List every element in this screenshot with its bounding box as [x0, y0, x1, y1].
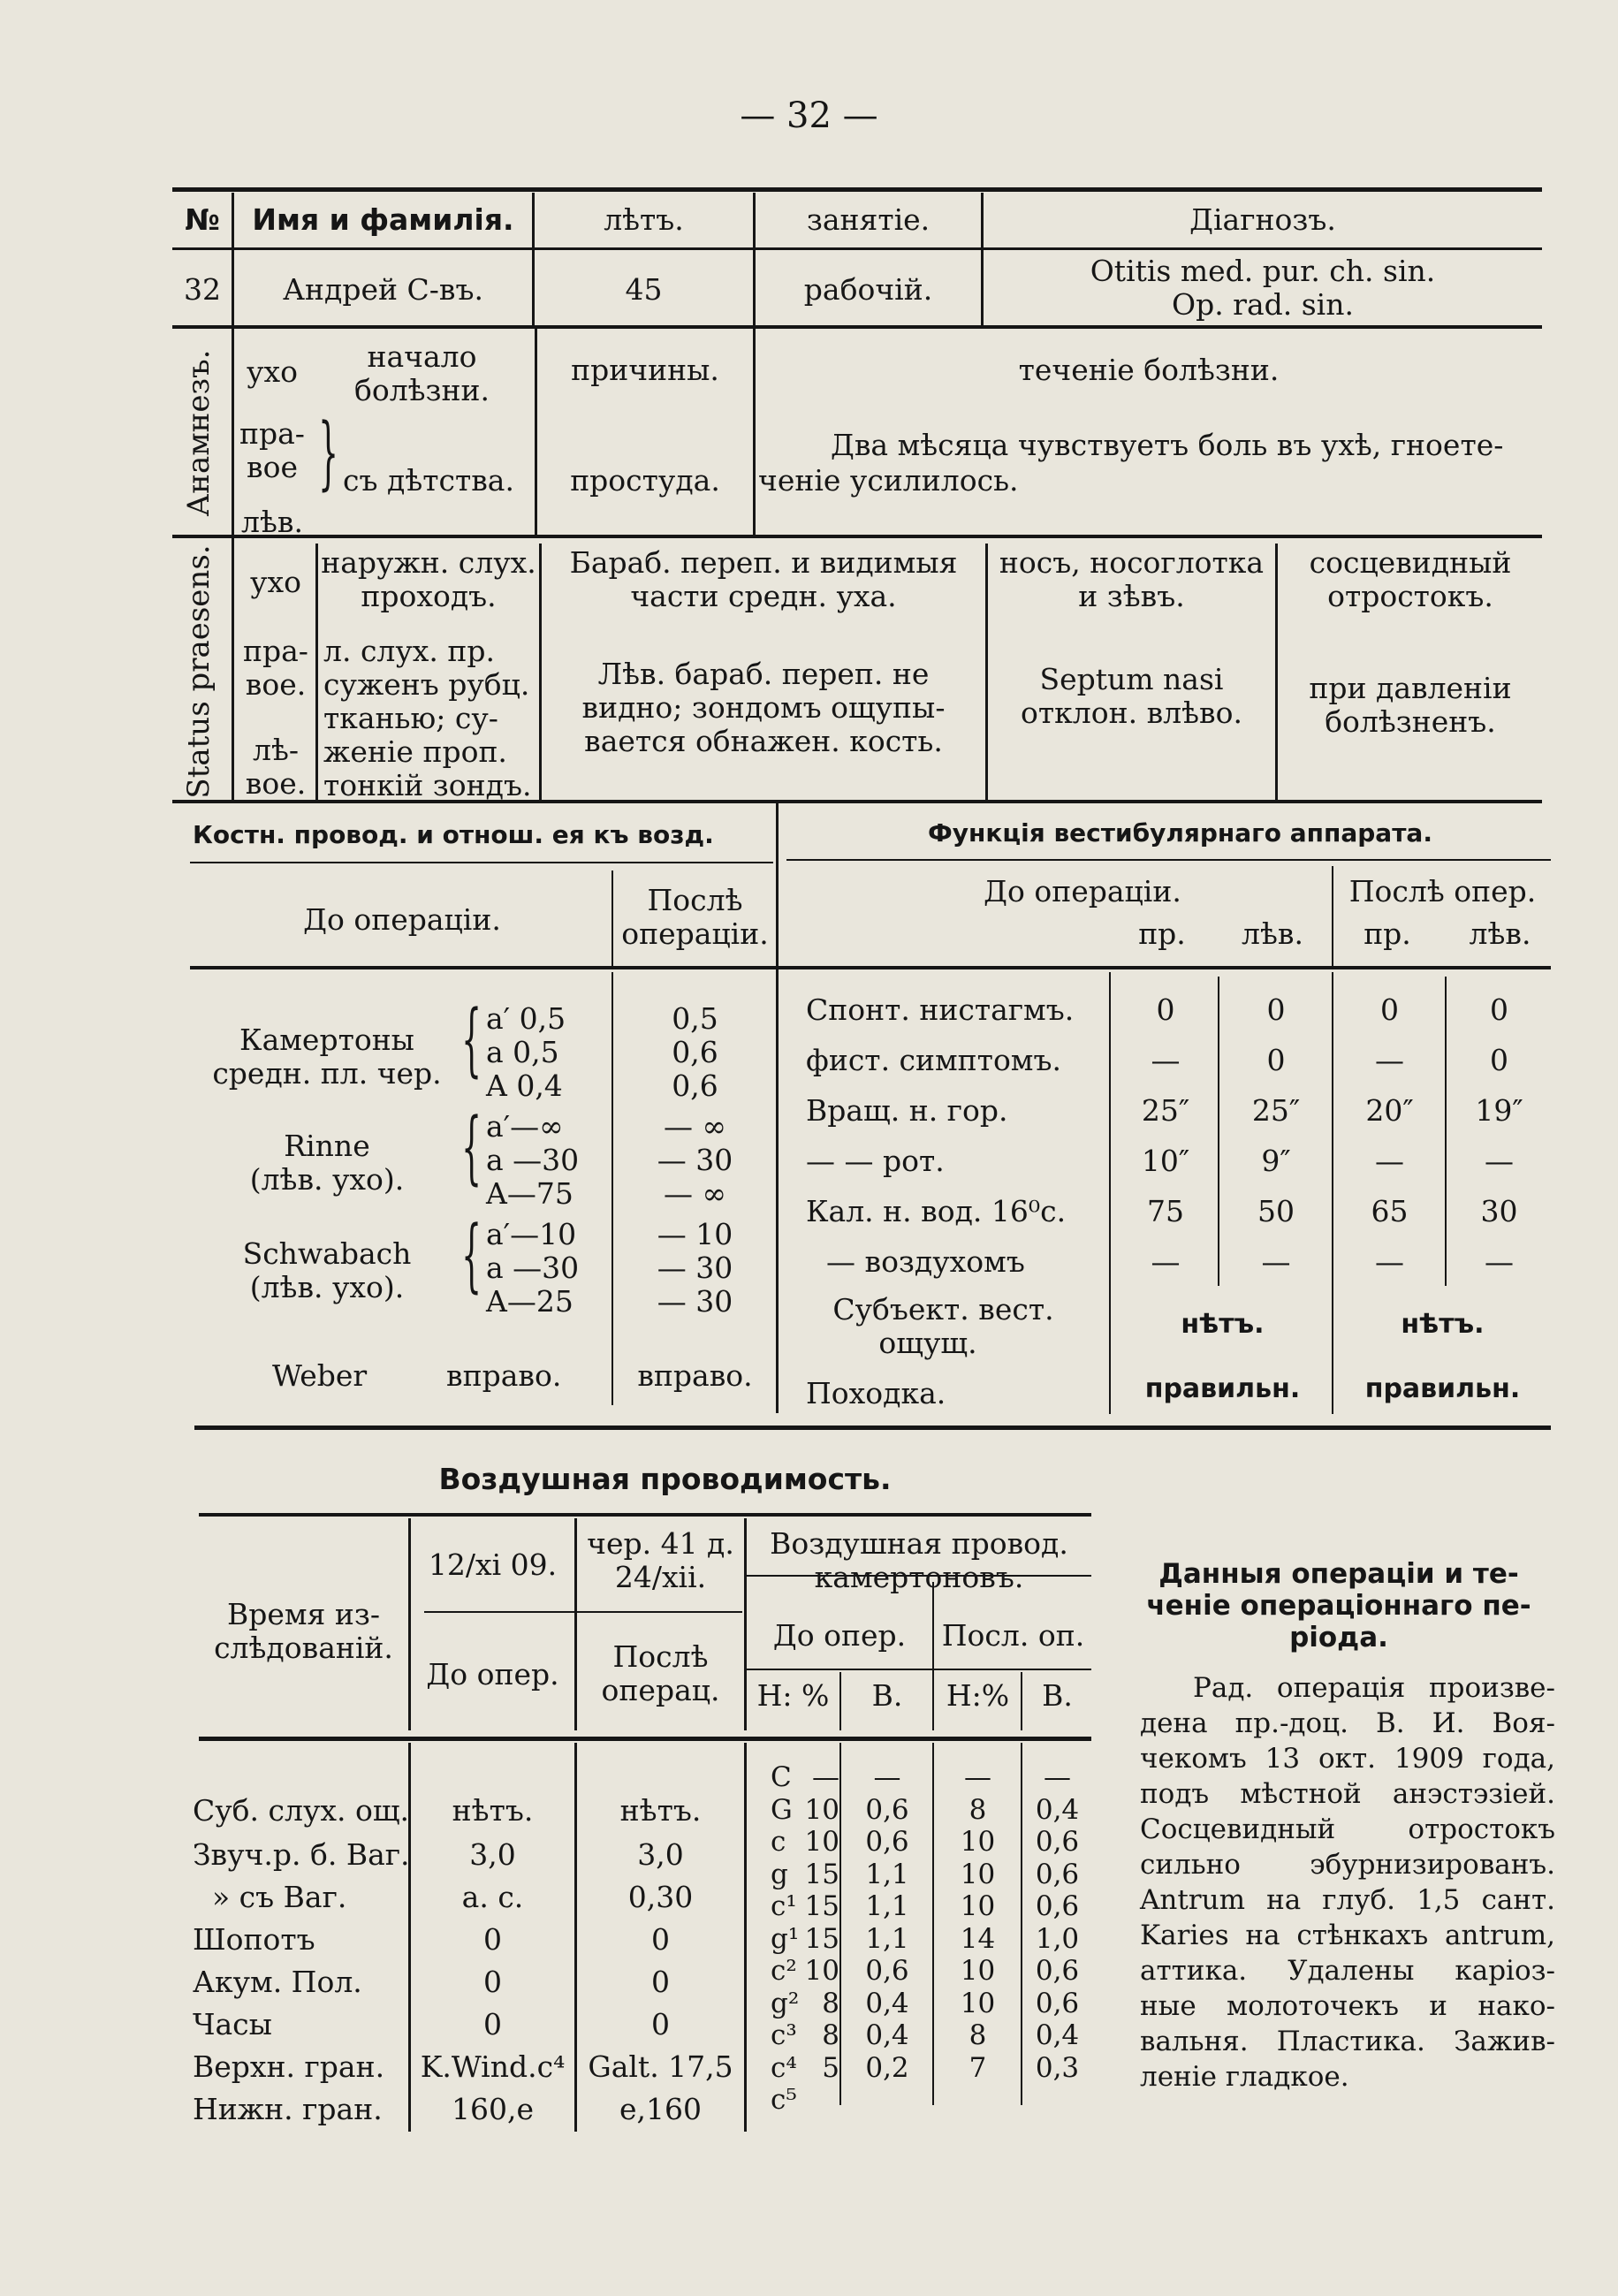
status-right-label: пра- вое. — [243, 634, 308, 702]
rule — [786, 859, 1551, 861]
operation-line: Antrum на глуб. 1,5 сант. — [1140, 1884, 1555, 1916]
vestibular-value: 65 — [1371, 1194, 1409, 1228]
fork-col-header: H: % — [756, 1678, 830, 1713]
subjective-label-1: Субъект. вест. — [832, 1292, 1054, 1327]
onset-header: начало болѣзни. — [353, 339, 490, 407]
air-row-label: Часы — [193, 2007, 272, 2041]
fork-h1-value: 10 — [804, 1955, 839, 1987]
vestibular-value: — — [1151, 1244, 1181, 1279]
vestibular-value: — — [1151, 1043, 1181, 1077]
vestibular-value: 0 — [1266, 1043, 1286, 1077]
drum-header-1: Бараб. переп. и видимыя — [569, 545, 958, 580]
date-2-line-1: чер. 41 д. — [587, 1526, 734, 1561]
mastoid-value-2: болѣзненъ. — [1325, 704, 1496, 739]
fork-b2-value: 0,6 — [1035, 1858, 1080, 1890]
air-after-value: нѣтъ. — [619, 1793, 702, 1828]
patient-occupation: рабочій. — [803, 272, 933, 307]
vestibular-value: 9″ — [1261, 1144, 1291, 1178]
nose-value-2: отклон. влѣво. — [1021, 696, 1242, 730]
vestibular-sub-header: пр. — [1138, 916, 1186, 951]
vestibular-value: 10″ — [1141, 1144, 1190, 1178]
header-age: лѣтъ. — [604, 202, 684, 237]
fork-h2-value: 10 — [960, 1858, 996, 1890]
drum-value-2: видно; зондомъ ощупы- — [581, 690, 946, 725]
rule — [172, 325, 1542, 329]
schwabach-label-2: (лѣв. ухо). — [249, 1270, 405, 1304]
fork-col-header: B. — [871, 1678, 903, 1713]
cause-header: причины. — [571, 353, 719, 387]
canal-value-1: л. слух. пр. — [323, 634, 496, 668]
fork-value: a′ 0,5 — [486, 1001, 566, 1036]
fork-b1-value: 0,6 — [865, 1955, 909, 1987]
operation-line: леніе гладкое. — [1140, 2061, 1349, 2093]
fork-b2-value: 0,4 — [1035, 1793, 1080, 1826]
operation-line: вальня. Пластика. Зажив- — [1140, 2026, 1555, 2057]
anamnesis-left-label: лѣв. — [241, 505, 303, 539]
air-before-value: 160,e — [451, 2092, 534, 2126]
status-left-label: лѣ- вое. — [245, 733, 307, 801]
air-before-value: 3,0 — [469, 1837, 516, 1872]
gait-after: правильн. — [1364, 1373, 1521, 1404]
fork-note-value: c⁵ — [771, 2084, 797, 2116]
vestibular-value: 19″ — [1475, 1093, 1523, 1128]
schwabach-after: — 30 — [657, 1284, 733, 1319]
air-after-value: Galt. 17,5 — [588, 2049, 733, 2084]
schwabach-value: a′—10 — [486, 1217, 577, 1251]
brace: { — [461, 1101, 482, 1194]
nose-header-1: носъ, носоглотка — [999, 545, 1265, 580]
cause-value: простуда. — [570, 463, 720, 498]
subjective-before: нѣтъ. — [1181, 1309, 1265, 1340]
divider — [1218, 977, 1219, 1286]
operation-title-2: ченіе операціоннаго пе- — [1146, 1590, 1531, 1622]
onset-value: съ дѣтства. — [343, 463, 514, 498]
gait-before: правильн. — [1144, 1373, 1301, 1404]
fork-h2-value: 8 — [969, 1793, 987, 1826]
schwabach-value: A—25 — [486, 1284, 574, 1319]
operation-line: Karies на стѣнкахъ antrum, — [1140, 1920, 1555, 1951]
air-after-value: 0 — [651, 1965, 670, 1999]
fork-h1-value: 8 — [822, 1987, 839, 2019]
divider — [1445, 977, 1447, 1286]
rule — [172, 535, 1542, 538]
vestibular-value: — — [1485, 1144, 1514, 1178]
fork-note-value: c² — [771, 1955, 797, 1987]
vestibular-row-label: Кал. н. вод. 16⁰с. — [806, 1194, 1067, 1228]
air-after-header-2: операц. — [601, 1673, 720, 1707]
fork-note-value: c³ — [771, 2019, 797, 2051]
mastoid-header-1: сосцевидный — [1309, 545, 1512, 580]
rinne-value: a —30 — [486, 1143, 580, 1177]
air-after-header-1: Послѣ — [612, 1639, 709, 1674]
fork-h2-value: 8 — [969, 2019, 987, 2051]
fork-col-header: B. — [1042, 1678, 1073, 1713]
fork-after-header: Посл. оп. — [941, 1618, 1085, 1653]
date-1: 12/xi 09. — [428, 1547, 558, 1582]
rinne-value: a′—∞ — [486, 1109, 564, 1144]
anamnesis-label: Анамнезъ. — [181, 349, 216, 517]
air-row-label: Суб. слух. ощ. — [193, 1793, 410, 1828]
diagnosis-line-2: Op. rad. sin. — [1172, 287, 1354, 322]
fork-h2-value: 7 — [969, 2051, 987, 2084]
fork-header-2: камертоновъ. — [814, 1560, 1024, 1594]
vestibular-value: — — [1375, 1244, 1404, 1279]
patient-age: 45 — [625, 272, 663, 307]
vestibular-row-label: — воздухомъ — [826, 1244, 1025, 1279]
fork-h1-value: 10 — [804, 1793, 839, 1826]
vestibular-value: 50 — [1257, 1194, 1295, 1228]
anamnesis-ear-label: ухо — [247, 354, 298, 389]
brace: { — [461, 1209, 482, 1302]
rinne-label-1: Rinne — [284, 1129, 370, 1163]
fork-before-header: До опер. — [772, 1618, 907, 1653]
mastoid-header-2: отростокъ. — [1327, 579, 1493, 613]
fork-h1-value: 10 — [804, 1826, 839, 1858]
time-header-2: слѣдованій. — [214, 1631, 393, 1665]
fork-value: a 0,5 — [486, 1035, 559, 1069]
vestibular-after-header: Послѣ опер. — [1348, 874, 1537, 909]
divider — [611, 972, 613, 1405]
fork-note-value: G — [771, 1793, 793, 1826]
operation-line: ные молоточекъ и нако- — [1140, 1990, 1555, 2022]
vestibular-value: 20″ — [1365, 1093, 1414, 1128]
fork-note-value: C — [771, 1761, 792, 1793]
time-header-1: Время из- — [226, 1597, 381, 1631]
forks-label-2: средн. пл. чер. — [212, 1056, 442, 1091]
divider — [1021, 1672, 1022, 1730]
divider — [232, 538, 234, 800]
diagnosis-line-1: Otitis med. pur. ch. sin. — [1090, 254, 1436, 288]
fork-b2-value: 0,4 — [1035, 2019, 1080, 2051]
divider — [932, 1743, 934, 2105]
divider — [232, 329, 234, 535]
divider — [1021, 1743, 1022, 2105]
bone-after-header-1: Послѣ — [647, 883, 743, 917]
patient-number: 32 — [184, 272, 221, 307]
status-ear-label: ухо — [250, 565, 301, 599]
air-before-header: До опер. — [426, 1657, 559, 1692]
subjective-label-2: ощущ. — [878, 1326, 977, 1360]
patient-name: Андрей С-въ. — [283, 272, 483, 307]
fork-h2-value: 10 — [960, 1890, 996, 1922]
status-praesens-label: Status praesens. — [181, 544, 216, 799]
schwabach-value: a —30 — [486, 1251, 580, 1285]
rule — [199, 1513, 1091, 1517]
operation-title-1: Данныя операціи и те- — [1158, 1558, 1519, 1590]
vestibular-value: 75 — [1147, 1194, 1184, 1228]
vestibular-value: — — [1485, 1244, 1514, 1279]
operation-line: сильно эбурнизированъ. — [1140, 1849, 1555, 1881]
vestibular-value: 0 — [1490, 992, 1508, 1027]
vestibular-value: — — [1375, 1043, 1404, 1077]
divider — [839, 1743, 841, 2105]
fork-h1-value: — — [812, 1761, 839, 1793]
air-after-value: e,160 — [619, 2092, 702, 2126]
vestibular-sub-header: лѣв. — [1242, 916, 1303, 951]
rinne-value: A—75 — [486, 1176, 574, 1211]
operation-line: подъ мѣстной анэстэзіей. — [1140, 1778, 1555, 1810]
vestibular-value: 0 — [1380, 992, 1399, 1027]
fork-h2-value: 10 — [960, 1955, 996, 1987]
date-2-line-2: 24/xii. — [614, 1560, 707, 1594]
fork-h1-value: 15 — [804, 1922, 839, 1955]
anamnesis-right-label: пра- вое — [239, 416, 305, 484]
divider — [1332, 972, 1333, 1414]
canal-value-5: тонкій зондъ. — [323, 768, 532, 802]
fork-b2-value: 0,3 — [1035, 2051, 1080, 2084]
fork-note-value: g² — [771, 1987, 800, 2019]
fork-b2-value: 0,6 — [1035, 1890, 1080, 1922]
operation-line: чекомъ 13 окт. 1909 года, — [1140, 1743, 1555, 1775]
fork-h2-value: 10 — [960, 1987, 996, 2019]
operation-line: дена пр.-доц. В. И. Воя- — [1140, 1707, 1555, 1739]
header-number: № — [185, 202, 220, 237]
fork-value: A 0,4 — [486, 1068, 563, 1103]
fork-h2-value: 14 — [960, 1922, 996, 1955]
rule — [190, 862, 773, 863]
fork-b1-value: 0,6 — [865, 1793, 909, 1826]
nose-value-1: Septum nasi — [1039, 662, 1224, 696]
page-number: — 32 — — [740, 95, 878, 136]
operation-line: Сосцевидный отростокъ — [1140, 1813, 1555, 1845]
weber-label: Weber — [272, 1358, 368, 1393]
air-before-value: нѣтъ. — [452, 1793, 534, 1828]
fork-note-value: g — [771, 1858, 788, 1890]
fork-col-header: H:% — [946, 1678, 1010, 1713]
air-row-label: Звуч.р. б. Ваг. — [193, 1837, 410, 1872]
air-before-value: 0 — [483, 2007, 502, 2041]
canal-header-1: наружн. слух. — [321, 545, 536, 580]
operation-text — [1140, 1670, 1555, 2095]
air-before-value: 0 — [483, 1922, 502, 1957]
rinne-after: — 30 — [657, 1143, 733, 1177]
vestibular-value: 0 — [1490, 1043, 1508, 1077]
rinne-after: — ∞ — [664, 1176, 726, 1211]
air-before-value: K.Wind.c⁴ — [420, 2049, 566, 2084]
rule — [424, 1611, 742, 1613]
course-line-1: Два мѣсяца чувствуетъ боль въ ухѣ, гноете- — [831, 428, 1504, 462]
air-after-value: 0 — [651, 1922, 670, 1957]
fork-b1-value: 0,4 — [865, 1987, 909, 2019]
fork-note-value: c — [771, 1826, 786, 1858]
fork-b1-value: 1,1 — [865, 1890, 909, 1922]
rinne-after: — ∞ — [664, 1109, 726, 1144]
vestibular-value: 30 — [1480, 1194, 1518, 1228]
divider — [776, 803, 779, 1413]
nose-header-2: и зѣвъ. — [1078, 579, 1185, 613]
fork-b1-value: 0,2 — [865, 2051, 909, 2084]
header-diagnosis: Діагнозъ. — [1189, 202, 1336, 237]
mastoid-value-1: при давленіи — [1309, 671, 1512, 705]
divider — [1332, 866, 1333, 966]
air-row-label: Шопотъ — [193, 1922, 315, 1957]
rinne-label-2: (лѣв. ухо). — [249, 1162, 405, 1197]
rule — [172, 247, 1542, 250]
vestibular-row-label: Спонт. нистагмъ. — [806, 992, 1075, 1027]
rule — [199, 1737, 1091, 1741]
header-occupation: занятіе. — [806, 202, 931, 237]
fork-b2-value: 0,6 — [1035, 1987, 1080, 2019]
schwabach-after: — 10 — [657, 1217, 733, 1251]
vestibular-value: 0 — [1156, 992, 1175, 1027]
divider — [932, 1582, 934, 1730]
operation-title-3: ріода. — [1289, 1622, 1388, 1654]
schwabach-label-1: Schwabach — [242, 1236, 412, 1271]
fork-h2-value: 10 — [960, 1826, 996, 1858]
vestibular-value: 0 — [1266, 992, 1286, 1027]
weber-before: вправо. — [446, 1358, 562, 1393]
fork-b2-value: 0,6 — [1035, 1826, 1080, 1858]
air-after-value: 3,0 — [637, 1837, 684, 1872]
fork-b1-value: 1,1 — [865, 1922, 909, 1955]
fork-h1-value: 15 — [804, 1858, 839, 1890]
air-before-value: 0 — [483, 1965, 502, 1999]
bone-after-header-2: операціи. — [621, 916, 769, 951]
air-row-label: Акум. Пол. — [193, 1965, 362, 1999]
fork-h1-value: 15 — [804, 1890, 839, 1922]
vestibular-value: 25″ — [1141, 1093, 1190, 1128]
course-header: теченіе болѣзни. — [1018, 353, 1280, 387]
operation-line: Рад. операція произве- — [1193, 1672, 1555, 1704]
vestibular-value: 25″ — [1251, 1093, 1301, 1128]
vestibular-value: — — [1261, 1244, 1291, 1279]
air-row-label: Нижн. гран. — [193, 2092, 383, 2126]
fork-note-value: g¹ — [771, 1922, 800, 1955]
vestibular-title: Функція вестибулярнаго аппарата. — [928, 818, 1432, 848]
forks-label-1: Камертоны — [239, 1023, 414, 1057]
course-line-2: ченіе усилилось. — [758, 463, 1019, 498]
divider — [1109, 972, 1111, 1414]
air-row-label: Верхн. гран. — [193, 2049, 385, 2084]
operation-line: аттика. Удалены каріоз- — [1140, 1955, 1555, 1987]
subjective-after: нѣтъ. — [1401, 1309, 1485, 1340]
vestibular-sub-header: лѣв. — [1469, 916, 1531, 951]
fork-note-value: c¹ — [771, 1890, 797, 1922]
fork-b1-value: 0,4 — [865, 2019, 909, 2051]
rule — [190, 966, 1551, 969]
divider — [839, 1672, 841, 1730]
fork-h2-value: — — [964, 1761, 991, 1793]
canal-value-3: тканью; су- — [323, 701, 498, 735]
schwabach-after: — 30 — [657, 1251, 733, 1285]
fork-h1-value: 5 — [822, 2051, 839, 2084]
rule — [172, 187, 1542, 192]
divider — [611, 871, 613, 966]
drum-header-2: части средн. уха. — [630, 579, 897, 613]
vestibular-before-header: До операціи. — [984, 874, 1181, 909]
canal-value-2: суженъ рубц. — [323, 667, 530, 702]
canal-header-2: проходъ. — [361, 579, 497, 613]
fork-after: 0,6 — [672, 1068, 718, 1103]
fork-b1-value: 0,6 — [865, 1826, 909, 1858]
weber-after: вправо. — [637, 1358, 753, 1393]
canal-value-4: женіе проп. — [323, 734, 507, 769]
gait-label: Походка. — [806, 1376, 946, 1410]
vestibular-row-label: фист. симптомъ. — [806, 1043, 1061, 1077]
air-before-value: a. c. — [461, 1880, 524, 1914]
vestibular-sub-header: пр. — [1364, 916, 1411, 951]
rule — [194, 1425, 1551, 1430]
air-row-label: » съ Ваг. — [212, 1880, 347, 1914]
fork-after: 0,6 — [672, 1035, 718, 1069]
header-name: Имя и фамилія. — [252, 202, 514, 237]
vestibular-row-label: — — рот. — [806, 1144, 945, 1178]
fork-b1-value: — — [873, 1761, 901, 1793]
bone-conduction-title: Костн. провод. и отнош. ея къ возд. — [193, 820, 714, 849]
brace: { — [461, 993, 482, 1086]
fork-header-1: Воздушная провод. — [770, 1526, 1068, 1561]
fork-b1-value: 1,1 — [865, 1858, 909, 1890]
air-after-value: 0,30 — [627, 1880, 694, 1914]
air-after-value: 0 — [651, 2007, 670, 2041]
drum-value-3: вается обнажен. кость. — [584, 724, 943, 758]
fork-b2-value: — — [1044, 1761, 1071, 1793]
fork-b2-value: 1,0 — [1035, 1922, 1080, 1955]
air-conduction-title: Воздушная проводимость. — [438, 1462, 892, 1496]
fork-after: 0,5 — [672, 1001, 718, 1036]
drum-value-1: Лѣв. бараб. переп. не — [597, 657, 930, 691]
fork-note-value: c⁴ — [771, 2051, 797, 2084]
fork-h1-value: 8 — [822, 2019, 839, 2051]
brace: } — [318, 407, 339, 499]
rule — [747, 1669, 1091, 1670]
vestibular-value: — — [1375, 1144, 1404, 1178]
divider — [744, 1743, 747, 2132]
vestibular-row-label: Вращ. н. гор. — [806, 1093, 1008, 1128]
bone-before-header: До операціи. — [303, 902, 501, 937]
fork-b2-value: 0,6 — [1035, 1955, 1080, 1987]
